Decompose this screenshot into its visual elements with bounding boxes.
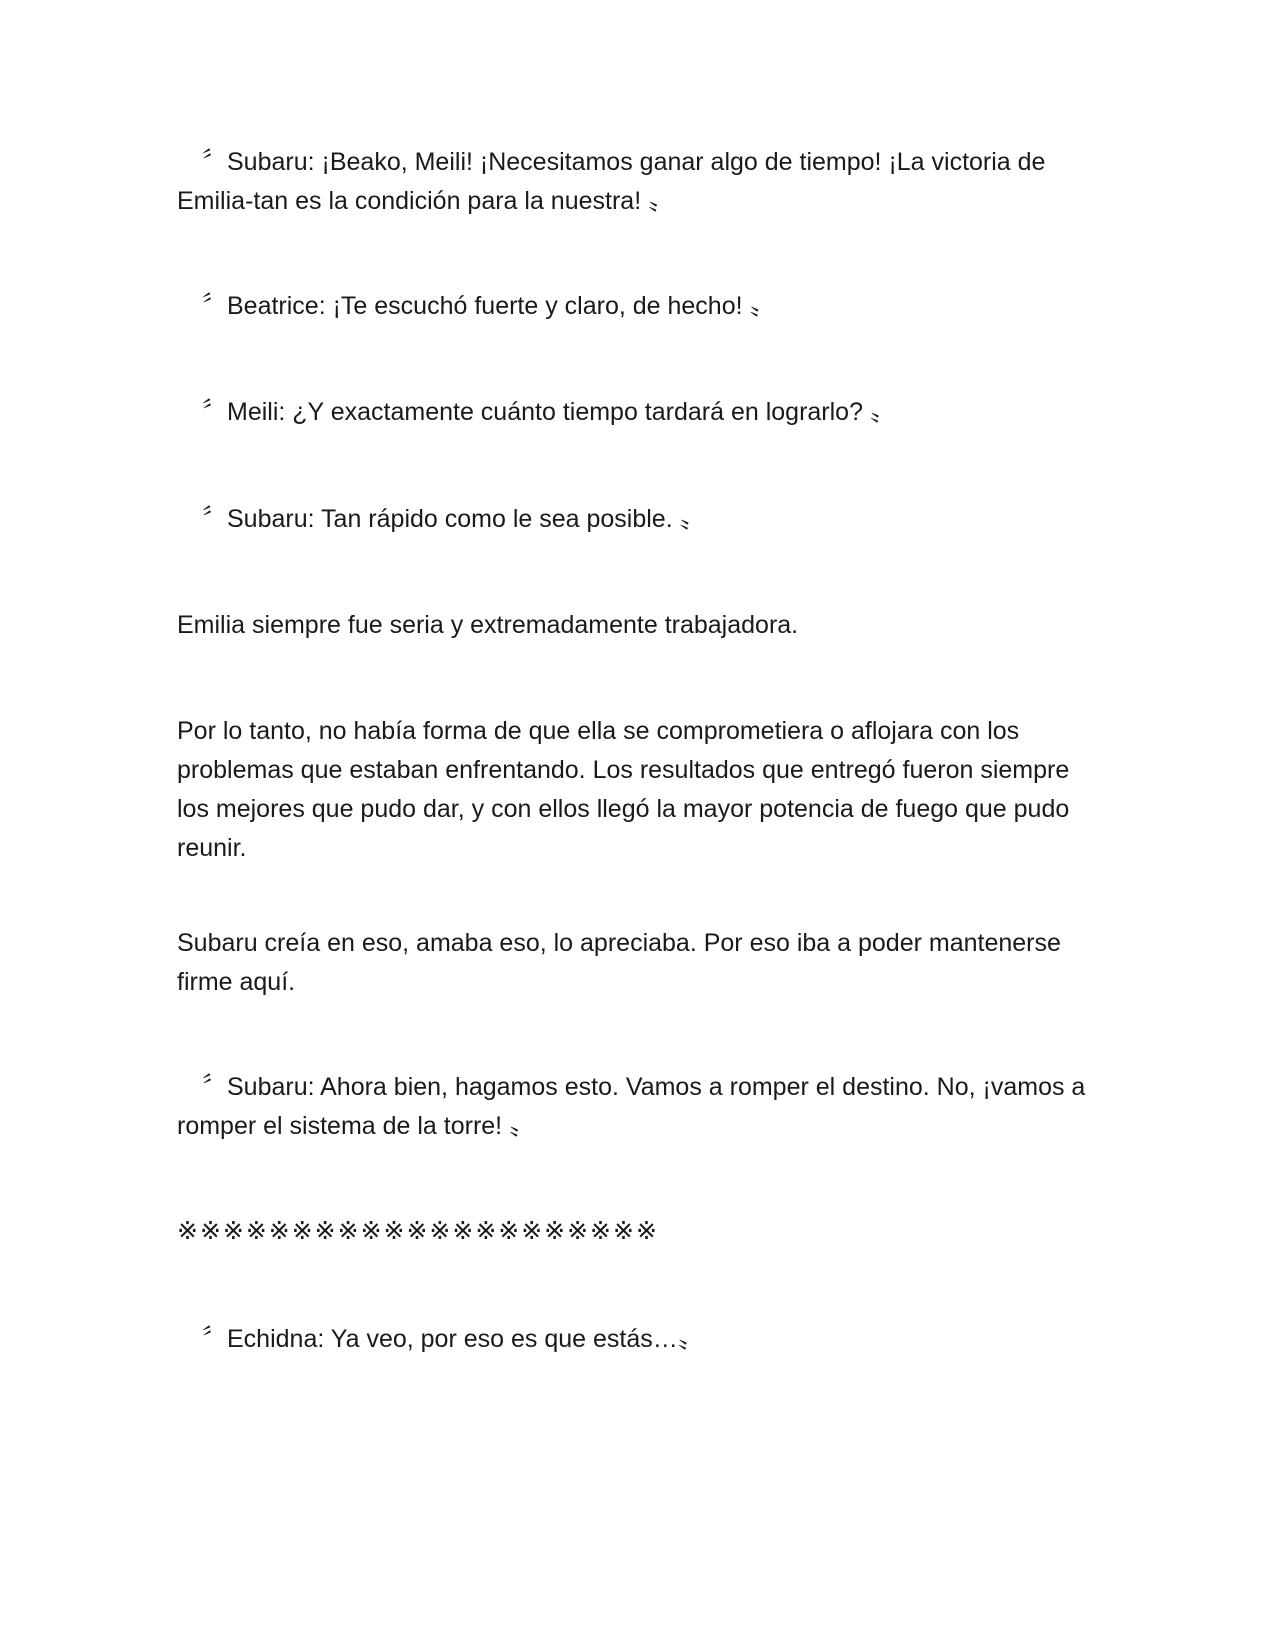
dialogue-subaru-3: 〞Subaru: Ahora bien, hagamos esto. Vamos a romper el destino. No, ¡vamos a romper el sistema de la torre! 〟 bbox=[177, 1073, 1086, 1140]
dialogue-meili: 〞Meili: ¿Y exactamente cuánto tiempo tardará en lograrlo? 〟 bbox=[177, 398, 895, 426]
section-divider: ※※※※※※※※※※※※※※※※※※※※※ bbox=[177, 1217, 659, 1245]
dialogue-echidna: 〞Echidna: Ya veo, por eso es que estás…〟 bbox=[177, 1325, 703, 1353]
dialogue-beatrice: 〞Beatrice: ¡Te escuchó fuerte y claro, de hecho! 〟 bbox=[177, 292, 775, 320]
dialogue-subaru-2: 〞Subaru: Tan rápido como le sea posible. 〟 bbox=[177, 505, 705, 533]
narration-emilia: Emilia siempre fue seria y extremadamente trabajadora. bbox=[177, 611, 799, 639]
dialogue-subaru-1: 〞Subaru: ¡Beako, Meili! ¡Necesitamos ganar algo de tiempo! ¡La victoria de Emilia-tan es la condición para la nuestra! 〟 bbox=[177, 148, 1046, 215]
narration-subaru: Subaru creía en eso, amaba eso, lo apreciaba. Por eso iba a poder mantenerse firme aquí. bbox=[177, 929, 1061, 996]
narration-results: Por lo tanto, no había forma de que ella se comprometiera o aflojara con los problemas que estaban enfrentando. Los resultados que entregó fueron siempre los mejores que pudo dar, y con ellos llegó la mayor potencia de fuego que pudo reunir. bbox=[177, 717, 1070, 862]
